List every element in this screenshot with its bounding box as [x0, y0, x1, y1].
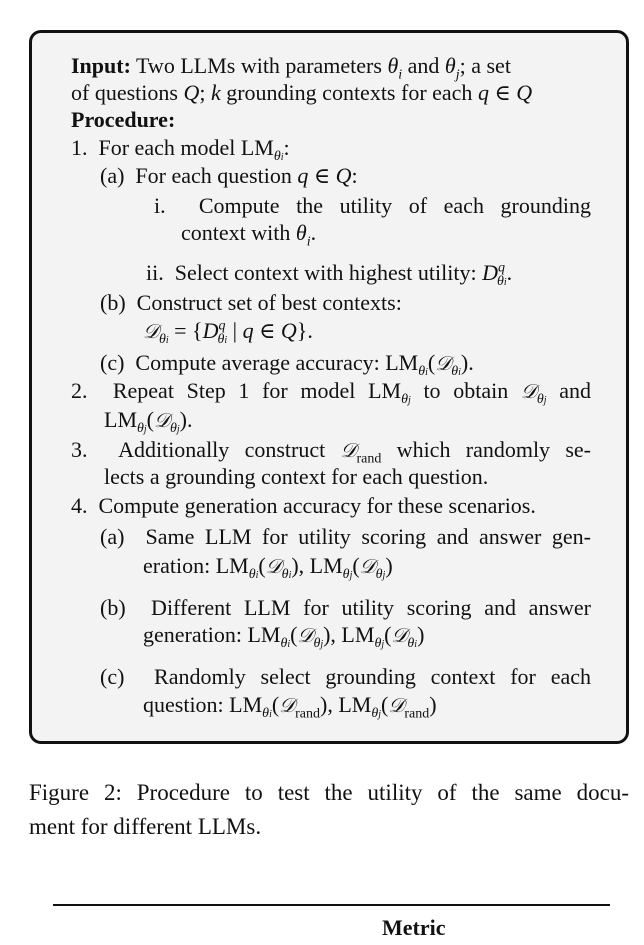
input-line-2: of questions Q; k grounding contexts for each q ∈ Q: [71, 80, 533, 105]
step-3-line1: 3. Additionally construct 𝒟$_{rand}$ which randomly se-: [71, 437, 592, 467]
step-1a-i-line1: i. Compute the utility of each grounding: [154, 193, 591, 218]
step-1b-line2: 𝒟$_{\theta i}$ = {$D^q_{\theta i}$ | q ∈ Q}.: [143, 318, 313, 348]
input-line-1: [71, 53, 511, 83]
step-4a-line1: (a) Same LLM for utility scoring and answer gen-: [100, 524, 591, 549]
step-1a-i-line2: context with $\theta_i$.: [181, 220, 317, 250]
step-2-line2: $LM_{\theta j}(𝒟_{\theta j})$.: [104, 407, 193, 437]
step-4b-line2: generation: $LM_{\theta i}(𝒟_{\theta j})$, $LM_{\theta j}(𝒟_{\theta i})$: [143, 622, 425, 652]
input-text-1: Two LLMs with parameters $\theta_i$ and $\theta_j$; a set: [136, 53, 511, 83]
step-4b-line1: (b) Different LLM for utility scoring and answer: [100, 595, 591, 620]
figure-caption-line2: ment for different LLMs.: [29, 814, 262, 839]
input-label: Input:: [71, 53, 131, 78]
step-1: 1. For each model $LM_{\theta i}$:: [71, 135, 290, 165]
step-1a: (a) For each question q ∈ Q:: [100, 163, 358, 188]
step-4a-line2: eration: $LM_{\theta i}(𝒟_{\theta i})$, $LM_{\theta j}(𝒟_{\theta j})$: [143, 553, 393, 583]
procedure-label: Procedure:: [71, 107, 176, 132]
step-4c-line2: question: $LM_{\theta i}(𝒟_{rand})$, $LM_{\theta j}(𝒟_{rand})$: [143, 692, 437, 722]
table-header-metric: Metric: [382, 915, 446, 940]
step-1c: (c) Compute average accuracy: $LM_{\theta i}(𝒟_{\theta i})$.: [100, 350, 474, 380]
table-top-rule: [53, 904, 610, 906]
step-4: 4. Compute generation accuracy for these scenarios.: [71, 493, 536, 518]
step-3-line2: lects a grounding context for each question.: [104, 464, 489, 489]
step-4c-line1: (c) Randomly select grounding context for each: [100, 664, 591, 689]
step-1a-ii: ii. Select context with highest utility: $D^q_{\theta i}$.: [146, 260, 513, 290]
figure-caption-line1: Figure 2: Procedure to test the utility of the same docu-: [29, 780, 629, 805]
step-2-line1: 2. Repeat Step 1 for model $LM_{\theta j}$ to obtain 𝒟$_{\theta j}$ and: [71, 378, 591, 408]
step-1b-line1: (b) Construct set of best contexts:: [100, 290, 402, 315]
